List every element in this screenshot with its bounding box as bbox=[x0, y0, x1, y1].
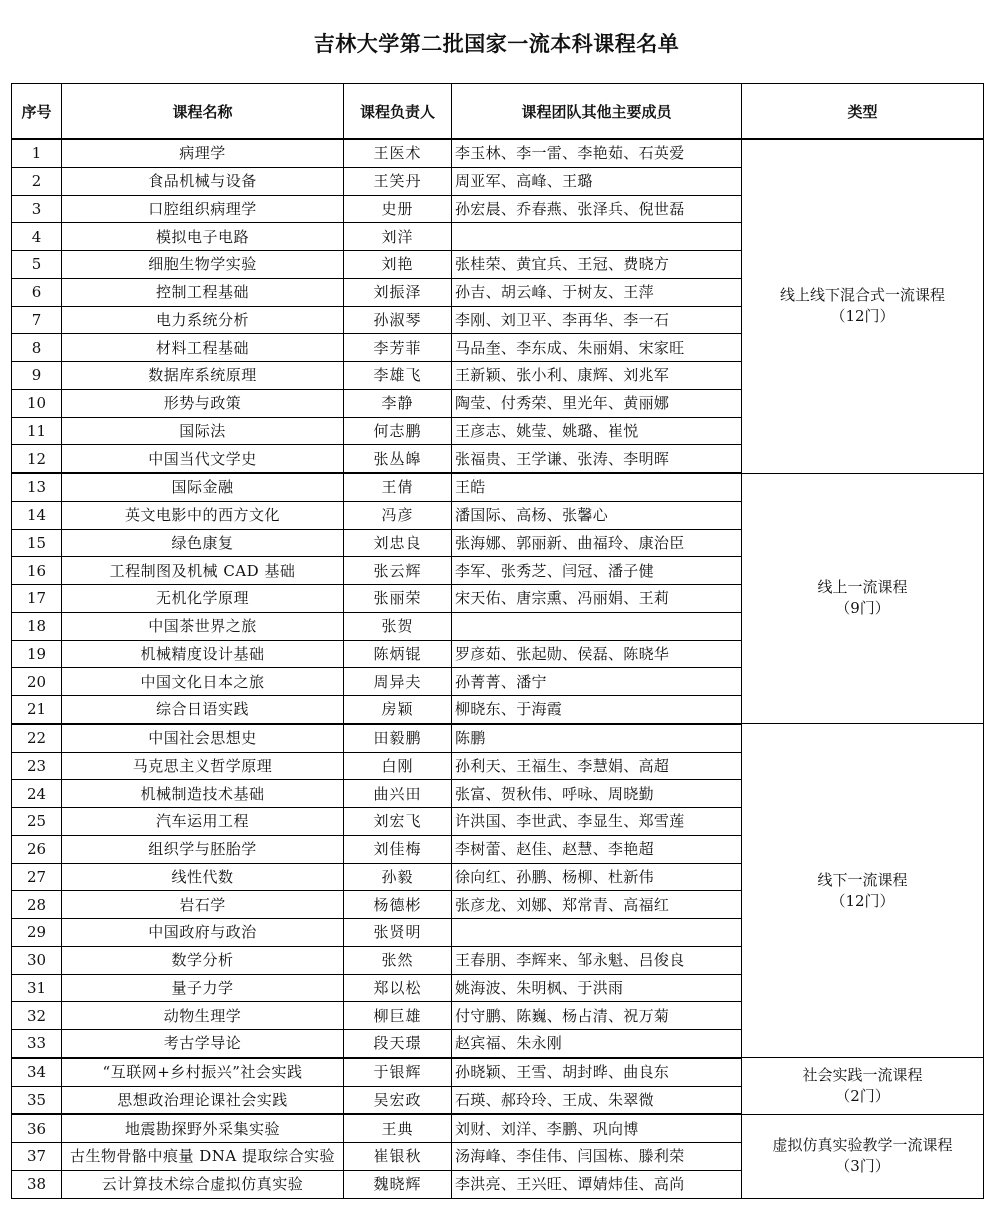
course-leader: 孙淑琴 bbox=[344, 306, 452, 334]
course-leader: 王典 bbox=[344, 1114, 452, 1142]
course-leader: 郑以松 bbox=[344, 974, 452, 1002]
team-members: 李军、张秀芝、闫冠、潘子健 bbox=[452, 557, 742, 585]
course-name: 动物生理学 bbox=[62, 1002, 344, 1030]
row-index: 37 bbox=[12, 1143, 62, 1171]
row-index: 16 bbox=[12, 557, 62, 585]
course-name: 综合日语实践 bbox=[62, 696, 344, 724]
course-name: 古生物骨骼中痕量 DNA 提取综合实验 bbox=[62, 1143, 344, 1171]
course-name: 模拟电子电路 bbox=[62, 223, 344, 251]
course-leader: 孙毅 bbox=[344, 863, 452, 891]
team-members: 姚海波、朱明枫、于洪雨 bbox=[452, 974, 742, 1002]
course-leader: 田毅鹏 bbox=[344, 724, 452, 752]
course-leader: 张贺 bbox=[344, 612, 452, 640]
course-leader: 王倩 bbox=[344, 473, 452, 501]
row-index: 13 bbox=[12, 473, 62, 501]
team-members: 柳晓东、于海霞 bbox=[452, 696, 742, 724]
team-members: 王新颖、张小利、康辉、刘兆军 bbox=[452, 362, 742, 390]
header-leader: 课程负责人 bbox=[344, 84, 452, 140]
course-name: 数据库系统原理 bbox=[62, 362, 344, 390]
course-leader: 吴宏政 bbox=[344, 1086, 452, 1114]
row-index: 34 bbox=[12, 1058, 62, 1086]
row-index: 15 bbox=[12, 529, 62, 557]
course-leader: 段天璟 bbox=[344, 1030, 452, 1058]
team-members: 石瑛、郝玲玲、王成、朱翠微 bbox=[452, 1086, 742, 1114]
course-name: 考古学导论 bbox=[62, 1030, 344, 1058]
row-index: 30 bbox=[12, 946, 62, 974]
row-index: 10 bbox=[12, 389, 62, 417]
table-row bbox=[12, 1114, 984, 1142]
course-name: 数学分析 bbox=[62, 946, 344, 974]
team-members: 孙菁菁、潘宁 bbox=[452, 668, 742, 696]
course-name: 工程制图及机械 CAD 基础 bbox=[62, 557, 344, 585]
course-name: 云计算技术综合虚拟仿真实验 bbox=[62, 1170, 344, 1198]
course-name: 思想政治理论课社会实践 bbox=[62, 1086, 344, 1114]
team-members: 李玉林、李一雷、李艳茹、石英爱 bbox=[452, 139, 742, 167]
course-leader: 于银辉 bbox=[344, 1058, 452, 1086]
course-leader: 何志鹏 bbox=[344, 417, 452, 445]
team-members: 徐向红、孙鹏、杨柳、杜新伟 bbox=[452, 863, 742, 891]
course-name: 国际金融 bbox=[62, 473, 344, 501]
course-leader: 张丽荣 bbox=[344, 585, 452, 613]
team-members: 张富、贺秋伟、呼咏、周晓勤 bbox=[452, 780, 742, 808]
team-members: 孙晓颖、王雪、胡封晔、曲良东 bbox=[452, 1058, 742, 1086]
course-name: 中国当代文学史 bbox=[62, 445, 344, 473]
course-leader: 李芳菲 bbox=[344, 334, 452, 362]
course-name: 国际法 bbox=[62, 417, 344, 445]
row-index: 23 bbox=[12, 752, 62, 780]
row-index: 32 bbox=[12, 1002, 62, 1030]
course-name: 英文电影中的西方文化 bbox=[62, 501, 344, 529]
team-members: 刘财、刘洋、李鹏、巩向博 bbox=[452, 1114, 742, 1142]
row-index: 12 bbox=[12, 445, 62, 473]
course-type-cell bbox=[742, 473, 984, 724]
header-type: 类型 bbox=[742, 84, 984, 140]
course-type-cell bbox=[742, 724, 984, 1058]
team-members bbox=[452, 612, 742, 640]
course-leader: 王笑丹 bbox=[344, 167, 452, 195]
team-members: 宋天佑、唐宗熏、冯丽娟、王莉 bbox=[452, 585, 742, 613]
course-type-label: 线上一流课程 bbox=[817, 578, 908, 597]
row-index: 19 bbox=[12, 640, 62, 668]
team-members: 孙利天、王福生、李慧娟、高超 bbox=[452, 752, 742, 780]
course-leader: 李静 bbox=[344, 389, 452, 417]
course-name: 绿色康复 bbox=[62, 529, 344, 557]
row-index: 38 bbox=[12, 1170, 62, 1198]
course-leader: 陈炳锟 bbox=[344, 640, 452, 668]
team-members: 李树蕾、赵佳、赵慧、李艳超 bbox=[452, 835, 742, 863]
course-type-cell bbox=[742, 139, 984, 473]
course-name: 中国政府与政治 bbox=[62, 919, 344, 947]
row-index: 20 bbox=[12, 668, 62, 696]
row-index: 33 bbox=[12, 1030, 62, 1058]
course-type-cell bbox=[742, 1058, 984, 1115]
course-leader: 曲兴田 bbox=[344, 780, 452, 808]
course-leader: 刘艳 bbox=[344, 251, 452, 279]
course-name: 地震勘探野外采集实验 bbox=[62, 1114, 344, 1142]
row-index: 29 bbox=[12, 919, 62, 947]
team-members bbox=[452, 919, 742, 947]
table-row bbox=[12, 473, 984, 501]
row-index: 31 bbox=[12, 974, 62, 1002]
page-title: 吉林大学第二批国家一流本科课程名单 bbox=[313, 32, 680, 56]
course-type-label: 线下一流课程 bbox=[817, 870, 908, 889]
team-members: 张海娜、郭丽新、曲福玲、康治臣 bbox=[452, 529, 742, 557]
row-index: 28 bbox=[12, 891, 62, 919]
row-index: 3 bbox=[12, 195, 62, 223]
course-name: 食品机械与设备 bbox=[62, 167, 344, 195]
team-members: 张桂荣、黄宜兵、王冠、费晓方 bbox=[452, 251, 742, 279]
row-index: 26 bbox=[12, 835, 62, 863]
course-type-label: 社会实践一流课程 bbox=[802, 1066, 923, 1084]
team-members: 李洪亮、王兴旺、谭婧炜佳、高尚 bbox=[452, 1170, 742, 1198]
course-leader: 刘佳梅 bbox=[344, 835, 452, 863]
row-index: 17 bbox=[12, 585, 62, 613]
course-name: 岩石学 bbox=[62, 891, 344, 919]
table-header-row bbox=[12, 84, 984, 140]
header-course-name: 课程名称 bbox=[62, 84, 344, 140]
team-members: 王皓 bbox=[452, 473, 742, 501]
course-name: 线性代数 bbox=[62, 863, 344, 891]
team-members: 王春朋、李辉来、邹永魁、吕俊良 bbox=[452, 946, 742, 974]
team-members: 李刚、刘卫平、李再华、李一石 bbox=[452, 306, 742, 334]
course-type-count: （12门） bbox=[830, 891, 895, 910]
row-index: 6 bbox=[12, 278, 62, 306]
course-name: 组织学与胚胎学 bbox=[62, 835, 344, 863]
row-index: 4 bbox=[12, 223, 62, 251]
course-leader: 刘忠良 bbox=[344, 529, 452, 557]
course-leader: 房颖 bbox=[344, 696, 452, 724]
row-index: 24 bbox=[12, 780, 62, 808]
row-index: 18 bbox=[12, 612, 62, 640]
row-index: 1 bbox=[12, 139, 62, 167]
course-leader: 刘洋 bbox=[344, 223, 452, 251]
course-leader: 李雄飞 bbox=[344, 362, 452, 390]
course-type-count: （3门） bbox=[835, 1157, 890, 1176]
course-leader: 刘振泽 bbox=[344, 278, 452, 306]
course-leader: 杨德彬 bbox=[344, 891, 452, 919]
table-row bbox=[12, 1058, 984, 1086]
header-index: 序号 bbox=[12, 84, 62, 140]
course-name: 量子力学 bbox=[62, 974, 344, 1002]
table-body bbox=[12, 139, 984, 1198]
course-leader: 白刚 bbox=[344, 752, 452, 780]
course-leader: 魏晓辉 bbox=[344, 1170, 452, 1198]
course-leader: 张云辉 bbox=[344, 557, 452, 585]
course-leader: 柳巨雄 bbox=[344, 1002, 452, 1030]
team-members bbox=[452, 223, 742, 251]
team-members: 周亚军、高峰、王璐 bbox=[452, 167, 742, 195]
course-name: 形势与政策 bbox=[62, 389, 344, 417]
course-name: 汽车运用工程 bbox=[62, 808, 344, 836]
course-name: 马克思主义哲学原理 bbox=[62, 752, 344, 780]
course-type-count: （12门） bbox=[830, 307, 895, 326]
team-members: 陈鹏 bbox=[452, 724, 742, 752]
course-name: 病理学 bbox=[62, 139, 344, 167]
team-members: 罗彦茹、张起勋、侯磊、陈晓华 bbox=[452, 640, 742, 668]
course-leader: 冯彦 bbox=[344, 501, 452, 529]
course-type-cell bbox=[742, 1114, 984, 1198]
course-type-label: 虚拟仿真实验教学一流课程 bbox=[772, 1136, 953, 1155]
course-table bbox=[11, 83, 984, 1199]
row-index: 27 bbox=[12, 863, 62, 891]
header-team: 课程团队其他主要成员 bbox=[452, 84, 742, 140]
course-name: 细胞生物学实验 bbox=[62, 251, 344, 279]
course-name: 机械精度设计基础 bbox=[62, 640, 344, 668]
team-members: 马品奎、李东成、朱丽娟、宋家旺 bbox=[452, 334, 742, 362]
row-index: 14 bbox=[12, 501, 62, 529]
row-index: 7 bbox=[12, 306, 62, 334]
team-members: 汤海峰、李佳伟、闫国栋、滕利荣 bbox=[452, 1143, 742, 1171]
course-name: 中国文化日本之旅 bbox=[62, 668, 344, 696]
course-leader: 崔银秋 bbox=[344, 1143, 452, 1171]
team-members: 张彦龙、刘娜、郑常青、高福红 bbox=[452, 891, 742, 919]
course-name: 电力系统分析 bbox=[62, 306, 344, 334]
course-name: 控制工程基础 bbox=[62, 278, 344, 306]
row-index: 36 bbox=[12, 1114, 62, 1142]
team-members: 付守鹏、陈巍、杨占清、祝万菊 bbox=[452, 1002, 742, 1030]
course-name: 中国茶世界之旅 bbox=[62, 612, 344, 640]
course-leader: 史册 bbox=[344, 195, 452, 223]
course-leader: 张贤明 bbox=[344, 919, 452, 947]
course-name: 无机化学原理 bbox=[62, 585, 344, 613]
course-leader: 张丛皞 bbox=[344, 445, 452, 473]
team-members: 张福贵、王学谦、张涛、李明晖 bbox=[452, 445, 742, 473]
course-name: 中国社会思想史 bbox=[62, 724, 344, 752]
row-index: 8 bbox=[12, 334, 62, 362]
course-leader: 周异夫 bbox=[344, 668, 452, 696]
course-leader: 刘宏飞 bbox=[344, 808, 452, 836]
row-index: 22 bbox=[12, 724, 62, 752]
course-type-label: 线上线下混合式一流课程 bbox=[779, 286, 945, 305]
team-members: 王彦志、姚莹、姚璐、崔悦 bbox=[452, 417, 742, 445]
team-members: 潘国际、高杨、张馨心 bbox=[452, 501, 742, 529]
course-name: 口腔组织病理学 bbox=[62, 195, 344, 223]
team-members: 陶莹、付秀荣、里光年、黄丽娜 bbox=[452, 389, 742, 417]
course-name: 机械制造技术基础 bbox=[62, 780, 344, 808]
course-name: “互联网+乡村振兴”社会实践 bbox=[62, 1058, 344, 1086]
course-type-count: （2门） bbox=[835, 1087, 890, 1105]
row-index: 5 bbox=[12, 251, 62, 279]
row-index: 25 bbox=[12, 808, 62, 836]
team-members: 许洪国、李世武、李显生、郑雪莲 bbox=[452, 808, 742, 836]
course-leader: 张然 bbox=[344, 946, 452, 974]
course-name: 材料工程基础 bbox=[62, 334, 344, 362]
course-type-count: （9门） bbox=[835, 599, 890, 618]
table-row bbox=[12, 139, 984, 167]
team-members: 孙吉、胡云峰、于树友、王萍 bbox=[452, 278, 742, 306]
row-index: 2 bbox=[12, 167, 62, 195]
row-index: 21 bbox=[12, 696, 62, 724]
row-index: 9 bbox=[12, 362, 62, 390]
team-members: 孙宏晨、乔春燕、张泽兵、倪世磊 bbox=[452, 195, 742, 223]
table-row bbox=[12, 724, 984, 752]
row-index: 11 bbox=[12, 417, 62, 445]
row-index: 35 bbox=[12, 1086, 62, 1114]
team-members: 赵宾福、朱永刚 bbox=[452, 1030, 742, 1058]
course-leader: 王医术 bbox=[344, 139, 452, 167]
